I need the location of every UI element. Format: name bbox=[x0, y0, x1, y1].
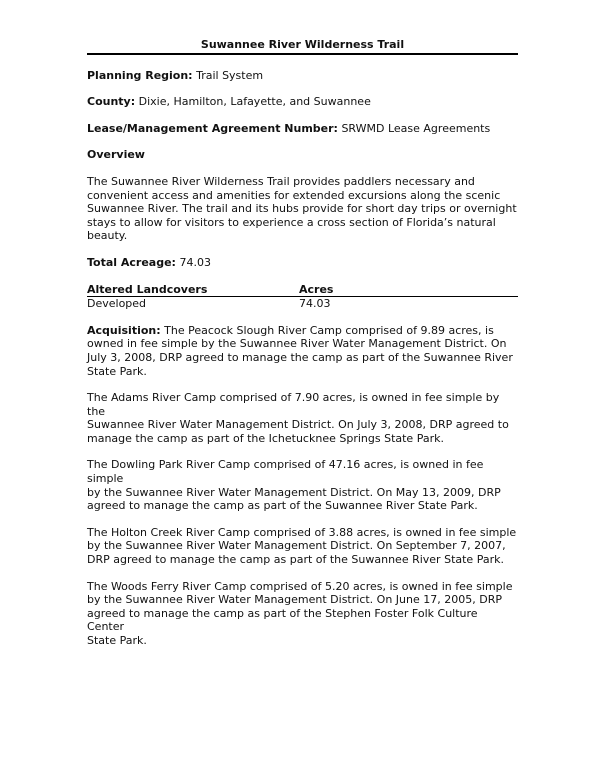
planning-region-field bbox=[87, 69, 518, 83]
landcover-cell: Developed bbox=[87, 297, 147, 311]
acquisition-line: by the Suwannee River Water Management District. On September 7, 2007, bbox=[87, 539, 506, 553]
acquisition-line: State Park. bbox=[87, 364, 147, 378]
lease-value: SRWMD Lease Agreements bbox=[341, 121, 491, 135]
landcover-table bbox=[87, 283, 518, 311]
acquisition-line: Suwannee River Water Management District. On July 3, 2008, DRP agreed to bbox=[87, 418, 509, 432]
column-header-landcover: Altered Landcovers bbox=[87, 282, 208, 296]
acquisition-line: The Adams River Camp comprised of 7.90 acres, is owned in fee simple by the bbox=[87, 391, 500, 418]
acquisition-paragraph-5 bbox=[87, 580, 518, 648]
overview-line: convenient access and amenities for extended excursions along the scenic bbox=[87, 188, 501, 202]
acquisition-paragraph-3 bbox=[87, 458, 518, 512]
county-field bbox=[87, 95, 518, 109]
table-row bbox=[87, 297, 518, 311]
landcover-table-header bbox=[87, 283, 518, 298]
total-acreage-field bbox=[87, 256, 518, 270]
acquisition-paragraph-2 bbox=[87, 391, 518, 445]
county-value: Dixie, Hamilton, Lafayette, and Suwannee bbox=[138, 95, 371, 109]
acquisition-line: by the Suwannee River Water Management District. On June 17, 2005, DRP bbox=[87, 593, 502, 607]
overview-paragraph bbox=[87, 175, 518, 243]
column-header-acres: Acres bbox=[299, 282, 334, 296]
overview-line: Suwannee River. The trail and its hubs provide for short day trips or overnight bbox=[87, 202, 517, 216]
acquisition-line: The Woods Ferry River Camp comprised of 5.20 acres, is owned in fee simple bbox=[87, 579, 513, 593]
planning-region-value: Trail System bbox=[196, 68, 264, 82]
total-acreage-label: Total Acreage: bbox=[87, 255, 176, 269]
acquisition-line: The Peacock Slough River Camp comprised of 9.89 acres, is bbox=[160, 323, 494, 337]
lease-field bbox=[87, 122, 518, 136]
acquisition-label: Acquisition: bbox=[87, 323, 161, 337]
acquisition-line: State Park. bbox=[87, 634, 147, 647]
acquisition-line: DRP agreed to manage the camp as part of the Suwannee River State Park. bbox=[87, 553, 504, 567]
overview-heading: Overview bbox=[87, 148, 145, 162]
overview-line: stays to allow for visitors to experience a cross section of Florida’s natural bbox=[87, 215, 496, 229]
document-page bbox=[87, 38, 518, 648]
acquisition-line: by the Suwannee River Water Management District. On May 13, 2009, DRP bbox=[87, 485, 501, 499]
overview-line: beauty. bbox=[87, 229, 128, 243]
acres-cell: 74.03 bbox=[299, 297, 331, 311]
acquisition-line: owned in fee simple by the Suwannee River Water Management District. On bbox=[87, 337, 507, 351]
acquisition-line: manage the camp as part of the Ichetucknee Springs State Park. bbox=[87, 431, 444, 445]
acquisition-line: agreed to manage the camp as part of the Stephen Foster Folk Culture Center bbox=[87, 606, 478, 634]
acquisition-line: The Dowling Park River Camp comprised of 47.16 acres, is owned in fee simple bbox=[87, 458, 484, 486]
acquisition-paragraph-1 bbox=[87, 324, 518, 378]
acquisition-line: The Holton Creek River Camp comprised of 3.88 acres, is owned in fee simple bbox=[87, 525, 517, 539]
county-label: County: bbox=[87, 95, 136, 109]
lease-label: Lease/Management Agreement Number: bbox=[87, 121, 338, 135]
acquisition-line: agreed to manage the camp as part of the Suwannee River State Park. bbox=[87, 499, 478, 513]
planning-region-label: Planning Region: bbox=[87, 68, 193, 82]
total-acreage-value: 74.03 bbox=[179, 255, 211, 269]
acquisition-paragraph-4 bbox=[87, 526, 518, 567]
document-title: Suwannee River Wilderness Trail bbox=[87, 38, 518, 55]
overview-line: The Suwannee River Wilderness Trail provides paddlers necessary and bbox=[87, 174, 475, 188]
acquisition-line: July 3, 2008, DRP agreed to manage the camp as part of the Suwannee River bbox=[87, 350, 513, 364]
